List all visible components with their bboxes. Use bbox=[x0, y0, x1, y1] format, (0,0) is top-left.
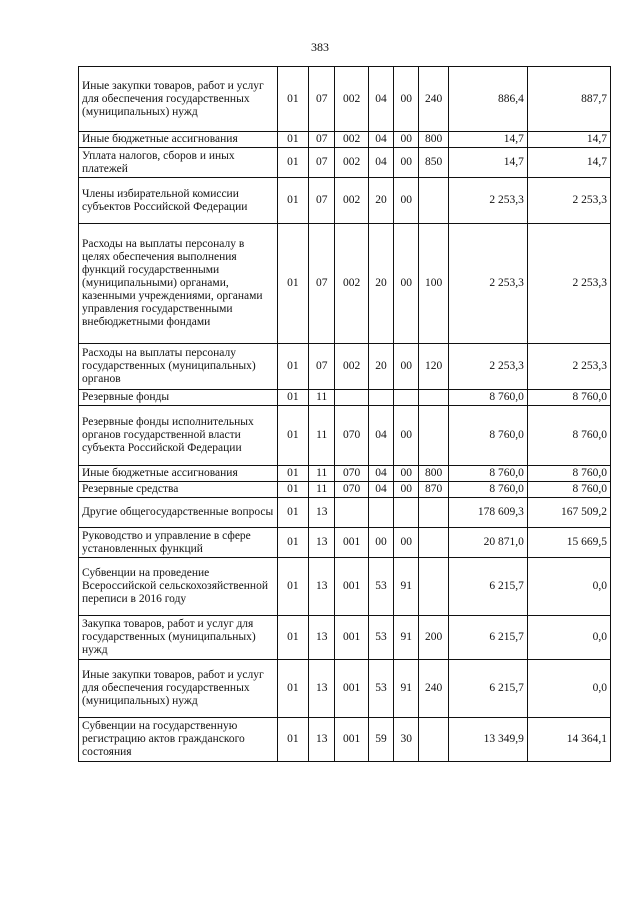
table-row bbox=[79, 344, 611, 390]
table-row bbox=[79, 528, 611, 558]
amount-year-2: 0,0 bbox=[527, 660, 610, 718]
amount-year-1: 2 253,3 bbox=[448, 344, 527, 390]
subsection-code: 07 bbox=[309, 67, 335, 132]
subprogram-code: 04 bbox=[368, 148, 393, 178]
amount-year-2: 15 669,5 bbox=[527, 528, 610, 558]
section-code: 01 bbox=[277, 660, 308, 718]
program-code: 002 bbox=[335, 344, 368, 390]
section-code: 01 bbox=[277, 498, 308, 528]
table-row bbox=[79, 616, 611, 660]
subprogram-code bbox=[368, 498, 393, 528]
amount-year-1: 8 760,0 bbox=[448, 466, 527, 482]
expense-type-code: 100 bbox=[419, 224, 448, 344]
subsection-code: 13 bbox=[309, 718, 335, 762]
amount-year-2: 8 760,0 bbox=[527, 390, 610, 406]
section-code: 01 bbox=[277, 558, 308, 616]
item-code: 00 bbox=[394, 466, 419, 482]
section-code: 01 bbox=[277, 148, 308, 178]
subsection-code: 13 bbox=[309, 528, 335, 558]
subsection-code: 07 bbox=[309, 178, 335, 224]
amount-year-2: 2 253,3 bbox=[527, 178, 610, 224]
expense-type-code bbox=[419, 558, 448, 616]
row-name: Расходы на выплаты персоналу государственных (муниципальных) органов bbox=[79, 344, 278, 390]
table-row bbox=[79, 67, 611, 132]
subsection-code: 11 bbox=[309, 390, 335, 406]
amount-year-1: 178 609,3 bbox=[448, 498, 527, 528]
amount-year-2: 2 253,3 bbox=[527, 344, 610, 390]
item-code bbox=[394, 390, 419, 406]
program-code: 002 bbox=[335, 178, 368, 224]
item-code: 00 bbox=[394, 224, 419, 344]
table-row bbox=[79, 718, 611, 762]
program-code: 001 bbox=[335, 660, 368, 718]
program-code: 001 bbox=[335, 718, 368, 762]
amount-year-1: 14,7 bbox=[448, 132, 527, 148]
row-name: Иные бюджетные ассигнования bbox=[79, 132, 278, 148]
amount-year-1: 8 760,0 bbox=[448, 390, 527, 406]
program-code: 002 bbox=[335, 224, 368, 344]
table-row bbox=[79, 132, 611, 148]
amount-year-1: 6 215,7 bbox=[448, 660, 527, 718]
subprogram-code: 04 bbox=[368, 482, 393, 498]
amount-year-2: 2 253,3 bbox=[527, 224, 610, 344]
row-name: Уплата налогов, сборов и иных платежей bbox=[79, 148, 278, 178]
expense-type-code bbox=[419, 718, 448, 762]
item-code: 00 bbox=[394, 67, 419, 132]
amount-year-1: 6 215,7 bbox=[448, 616, 527, 660]
expense-type-code: 800 bbox=[419, 466, 448, 482]
table-row bbox=[79, 178, 611, 224]
item-code: 30 bbox=[394, 718, 419, 762]
amount-year-1: 13 349,9 bbox=[448, 718, 527, 762]
section-code: 01 bbox=[277, 390, 308, 406]
subprogram-code bbox=[368, 390, 393, 406]
subprogram-code: 53 bbox=[368, 558, 393, 616]
item-code: 00 bbox=[394, 148, 419, 178]
amount-year-2: 0,0 bbox=[527, 558, 610, 616]
program-code: 070 bbox=[335, 466, 368, 482]
subprogram-code: 04 bbox=[368, 132, 393, 148]
subprogram-code: 53 bbox=[368, 660, 393, 718]
subsection-code: 13 bbox=[309, 498, 335, 528]
amount-year-1: 2 253,3 bbox=[448, 178, 527, 224]
amount-year-2: 8 760,0 bbox=[527, 406, 610, 466]
table-row bbox=[79, 466, 611, 482]
amount-year-2: 8 760,0 bbox=[527, 482, 610, 498]
page-number-value: 383 bbox=[311, 40, 329, 54]
budget-table bbox=[78, 66, 611, 762]
subprogram-code: 53 bbox=[368, 616, 393, 660]
amount-year-2: 887,7 bbox=[527, 67, 610, 132]
item-code: 00 bbox=[394, 132, 419, 148]
program-code: 001 bbox=[335, 616, 368, 660]
row-name: Иные бюджетные ассигнования bbox=[79, 466, 278, 482]
amount-year-1: 14,7 bbox=[448, 148, 527, 178]
expense-type-code bbox=[419, 406, 448, 466]
expense-type-code: 850 bbox=[419, 148, 448, 178]
amount-year-2: 14,7 bbox=[527, 132, 610, 148]
table-row bbox=[79, 148, 611, 178]
amount-year-1: 8 760,0 bbox=[448, 482, 527, 498]
row-name: Руководство и управление в сфере установленных функций bbox=[79, 528, 278, 558]
row-name: Субвенции на проведение Всероссийской сельскохозяйственной переписи в 2016 году bbox=[79, 558, 278, 616]
subsection-code: 11 bbox=[309, 482, 335, 498]
table-row bbox=[79, 406, 611, 466]
expense-type-code bbox=[419, 498, 448, 528]
expense-type-code: 240 bbox=[419, 67, 448, 132]
section-code: 01 bbox=[277, 406, 308, 466]
subsection-code: 11 bbox=[309, 406, 335, 466]
subsection-code: 07 bbox=[309, 148, 335, 178]
expense-type-code bbox=[419, 178, 448, 224]
table-row bbox=[79, 482, 611, 498]
section-code: 01 bbox=[277, 224, 308, 344]
amount-year-2: 167 509,2 bbox=[527, 498, 610, 528]
item-code: 00 bbox=[394, 178, 419, 224]
expense-type-code: 240 bbox=[419, 660, 448, 718]
item-code: 00 bbox=[394, 406, 419, 466]
amount-year-2: 14,7 bbox=[527, 148, 610, 178]
subsection-code: 13 bbox=[309, 660, 335, 718]
expense-type-code: 200 bbox=[419, 616, 448, 660]
expense-type-code: 120 bbox=[419, 344, 448, 390]
subsection-code: 07 bbox=[309, 132, 335, 148]
program-code: 002 bbox=[335, 148, 368, 178]
table-row bbox=[79, 498, 611, 528]
subprogram-code: 59 bbox=[368, 718, 393, 762]
row-name: Члены избирательной комиссии субъектов Российской Федерации bbox=[79, 178, 278, 224]
subsection-code: 07 bbox=[309, 344, 335, 390]
expense-type-code: 800 bbox=[419, 132, 448, 148]
amount-year-1: 886,4 bbox=[448, 67, 527, 132]
section-code: 01 bbox=[277, 178, 308, 224]
section-code: 01 bbox=[277, 466, 308, 482]
subprogram-code: 00 bbox=[368, 528, 393, 558]
section-code: 01 bbox=[277, 482, 308, 498]
item-code: 91 bbox=[394, 660, 419, 718]
program-code: 070 bbox=[335, 482, 368, 498]
subprogram-code: 04 bbox=[368, 67, 393, 132]
item-code: 00 bbox=[394, 482, 419, 498]
subsection-code: 11 bbox=[309, 466, 335, 482]
program-code: 070 bbox=[335, 406, 368, 466]
program-code: 002 bbox=[335, 132, 368, 148]
subsection-code: 13 bbox=[309, 616, 335, 660]
section-code: 01 bbox=[277, 132, 308, 148]
table-row bbox=[79, 660, 611, 718]
program-code bbox=[335, 498, 368, 528]
row-name: Иные закупки товаров, работ и услуг для обеспечения государственных (муниципальных) нужд bbox=[79, 660, 278, 718]
item-code: 00 bbox=[394, 344, 419, 390]
item-code: 91 bbox=[394, 558, 419, 616]
program-code: 001 bbox=[335, 528, 368, 558]
subsection-code: 07 bbox=[309, 224, 335, 344]
row-name: Расходы на выплаты персоналу в целях обеспечения выполнения функций государственными (муниципальными) органами, казенными учреждениями, органами управления государственными внебюджетными фондами bbox=[79, 224, 278, 344]
subprogram-code: 20 bbox=[368, 344, 393, 390]
amount-year-1: 2 253,3 bbox=[448, 224, 527, 344]
section-code: 01 bbox=[277, 67, 308, 132]
row-name: Другие общегосударственные вопросы bbox=[79, 498, 278, 528]
subsection-code: 13 bbox=[309, 558, 335, 616]
item-code: 91 bbox=[394, 616, 419, 660]
row-name: Закупка товаров, работ и услуг для государственных (муниципальных) нужд bbox=[79, 616, 278, 660]
row-name: Резервные фонды bbox=[79, 390, 278, 406]
subprogram-code: 20 bbox=[368, 178, 393, 224]
section-code: 01 bbox=[277, 718, 308, 762]
section-code: 01 bbox=[277, 528, 308, 558]
item-code: 00 bbox=[394, 528, 419, 558]
program-code: 001 bbox=[335, 558, 368, 616]
section-code: 01 bbox=[277, 616, 308, 660]
table-row bbox=[79, 224, 611, 344]
amount-year-2: 8 760,0 bbox=[527, 466, 610, 482]
amount-year-1: 20 871,0 bbox=[448, 528, 527, 558]
program-code bbox=[335, 390, 368, 406]
program-code: 002 bbox=[335, 67, 368, 132]
row-name: Субвенции на государственную регистрацию актов гражданского состояния bbox=[79, 718, 278, 762]
row-name: Резервные фонды исполнительных органов государственной власти субъекта Российской Федерации bbox=[79, 406, 278, 466]
table-row bbox=[79, 558, 611, 616]
amount-year-2: 14 364,1 bbox=[527, 718, 610, 762]
subprogram-code: 04 bbox=[368, 466, 393, 482]
expense-type-code bbox=[419, 390, 448, 406]
amount-year-1: 6 215,7 bbox=[448, 558, 527, 616]
section-code: 01 bbox=[277, 344, 308, 390]
item-code bbox=[394, 498, 419, 528]
subprogram-code: 04 bbox=[368, 406, 393, 466]
amount-year-1: 8 760,0 bbox=[448, 406, 527, 466]
page-number bbox=[0, 40, 640, 55]
subprogram-code: 20 bbox=[368, 224, 393, 344]
amount-year-2: 0,0 bbox=[527, 616, 610, 660]
expense-type-code bbox=[419, 528, 448, 558]
expense-type-code: 870 bbox=[419, 482, 448, 498]
row-name: Иные закупки товаров, работ и услуг для обеспечения государственных (муниципальных) нужд bbox=[79, 67, 278, 132]
row-name: Резервные средства bbox=[79, 482, 278, 498]
table-row bbox=[79, 390, 611, 406]
